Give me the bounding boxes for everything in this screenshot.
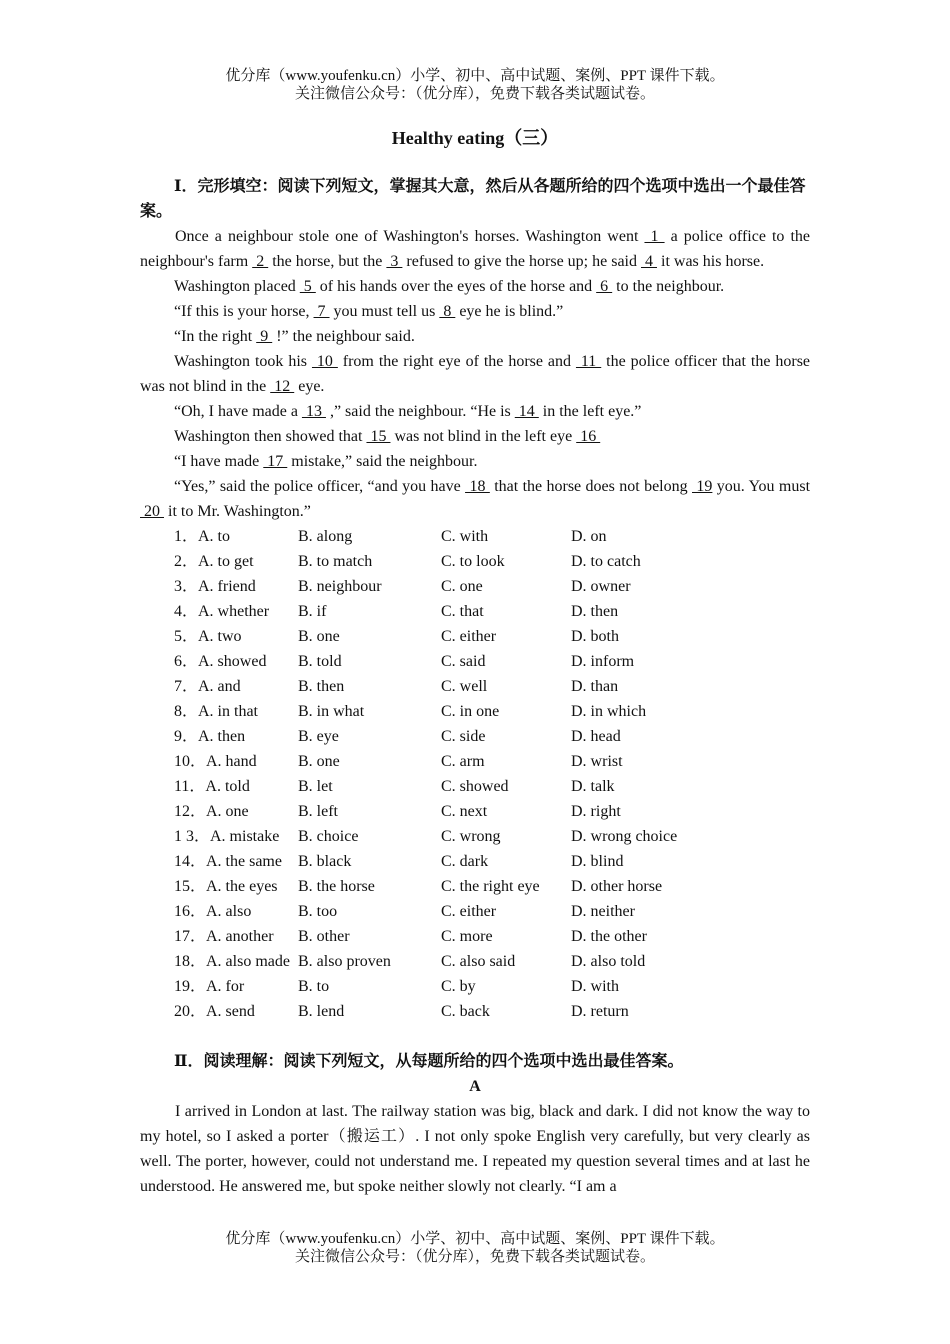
option-c: C. with	[441, 528, 489, 545]
cloze-paragraph-7: Washington then showed that 15 was not blind in the left eye 16	[174, 428, 601, 445]
option-b: B. to match	[298, 553, 373, 570]
cloze-paragraph-2: Washington placed 5 of his hands over the eyes of the horse and 6 to the neighbour.	[174, 278, 725, 295]
blank-9: 9	[256, 328, 273, 345]
option-row	[174, 574, 721, 599]
option-row	[174, 774, 721, 799]
option-c: C. either	[441, 628, 497, 645]
option-a: 6．A. showed	[174, 653, 267, 670]
option-c: C. to look	[441, 553, 505, 570]
option-row	[174, 999, 721, 1024]
option-b: B. too	[298, 903, 338, 920]
option-a: 20．A. send	[174, 1003, 255, 1020]
option-d: D. both	[571, 628, 619, 645]
option-b: B. the horse	[298, 878, 375, 895]
reading-paragraph-1: I arrived in London at last. The railway station was big, black and dark. I did not know the way to my hotel, so I asked a porter（搬运工）. I not only spoke English very carefully, but very clearly as well. The porter, however, could not understand me. I repeated my question several times and at last he understood. He answered me, but spoke neither slowly not clearly. “I am a	[140, 1103, 810, 1195]
option-d: D. then	[571, 603, 619, 620]
blank-8: 8	[439, 303, 456, 320]
option-a: 4．A. whether	[174, 603, 270, 620]
option-row	[174, 724, 721, 749]
section-2-heading: Ⅱ．阅读理解：阅读下列短文，从每题所给的四个选项中选出最佳答案。	[174, 1053, 684, 1070]
cloze-paragraph-8: “I have made 17 mistake,” said the neighbour.	[174, 453, 478, 470]
page-header	[0, 67, 950, 103]
option-c: C. showed	[441, 778, 509, 795]
option-a: 2．A. to get	[174, 553, 254, 570]
option-c: C. wrong	[441, 828, 501, 845]
option-a: 15．A. the eyes	[174, 878, 278, 895]
option-b: B. one	[298, 628, 340, 645]
blank-10: 10	[311, 353, 338, 370]
option-c: C. dark	[441, 853, 489, 870]
option-c: C. well	[441, 678, 488, 695]
option-row	[174, 624, 721, 649]
option-row	[174, 849, 721, 874]
option-a: 3．A. friend	[174, 578, 256, 595]
option-d: D. in which	[571, 703, 647, 720]
option-a: 7．A. and	[174, 678, 241, 695]
option-row	[174, 899, 721, 924]
option-a: 1 3．A. mistake	[174, 828, 280, 845]
cloze-paragraph-9: “Yes,” said the police officer, “and you have 18 that the horse does not belong 19 you. You must 20 it to Mr. Washington.”	[140, 478, 811, 520]
blank-13: 13	[301, 403, 326, 420]
option-c: C. also said	[441, 953, 516, 970]
blank-16: 16	[576, 428, 601, 445]
option-b: B. told	[298, 653, 342, 670]
option-d: D. neither	[571, 903, 635, 920]
option-d: D. head	[571, 728, 621, 745]
option-d: D. the other	[571, 928, 647, 945]
option-a: 19．A. for	[174, 978, 245, 995]
option-row	[174, 824, 721, 849]
option-c: C. either	[441, 903, 497, 920]
footer-line-2: 关注微信公众号：（优分库），免费下载各类试题试卷。	[294, 1249, 655, 1265]
cloze-paragraph-6: “Oh, I have made a 13 ,” said the neighbour. “He is 14 in the left eye.”	[174, 403, 642, 420]
header-line-2: 关注微信公众号：（优分库），免费下载各类试题试卷。	[294, 86, 655, 102]
option-d: D. other horse	[571, 878, 663, 895]
blank-18: 18	[465, 478, 490, 495]
option-row	[174, 699, 721, 724]
option-d: D. on	[571, 528, 607, 545]
option-d: D. to catch	[571, 553, 641, 570]
document-body	[140, 174, 810, 1199]
option-a: 16．A. also	[174, 903, 252, 920]
option-b: B. if	[298, 603, 327, 620]
option-a: 8．A. in that	[174, 703, 258, 720]
blank-2: 2	[252, 253, 269, 270]
option-d: D. wrist	[571, 753, 623, 770]
option-d: D. blind	[571, 853, 624, 870]
option-c: C. next	[441, 803, 488, 820]
header-line-1: 优分库（www.youfenku.cn）小学、初中、高中试题、案例、PPT 课件下载。	[225, 68, 725, 84]
option-c: C. that	[441, 603, 484, 620]
option-b: B. black	[298, 853, 352, 870]
blank-7: 7	[313, 303, 330, 320]
option-d: D. talk	[571, 778, 615, 795]
option-row	[174, 799, 721, 824]
option-b: B. lend	[298, 1003, 345, 1020]
option-b: B. choice	[298, 828, 359, 845]
option-d: D. return	[571, 1003, 629, 1020]
blank-4: 4	[641, 253, 657, 270]
section-1-heading: Ⅰ．完形填空：阅读下列短文，掌握其大意，然后从各题所给的四个选项中选出一个最佳答案。	[140, 178, 806, 220]
option-b: B. left	[298, 803, 338, 820]
option-d: D. right	[571, 803, 621, 820]
option-c: C. arm	[441, 753, 485, 770]
option-b: B. to	[298, 978, 330, 995]
blank-15: 15	[366, 428, 391, 445]
blank-12: 12	[270, 378, 295, 395]
blank-6: 6	[596, 278, 613, 295]
option-d: D. than	[571, 678, 619, 695]
option-b: B. in what	[298, 703, 365, 720]
option-row	[174, 524, 721, 549]
cloze-paragraph-1: Once a neighbour stole one of Washington's horses. Washington went 1 a police office to the neighbour's farm 2 the horse, but the 3 refused to give the horse up; he said 4 it was his horse.	[140, 228, 811, 270]
footer-line-1: 优分库（www.youfenku.cn）小学、初中、高中试题、案例、PPT 课件下载。	[225, 1231, 725, 1247]
option-a: 1．A. to	[174, 528, 231, 545]
blank-14: 14	[514, 403, 539, 420]
blank-3: 3	[386, 253, 403, 270]
option-a: 9．A. then	[174, 728, 246, 745]
option-a: 11．A. told	[174, 778, 250, 795]
cloze-paragraph-3: “If this is your horse, 7 you must tell us 8 eye he is blind.”	[174, 303, 564, 320]
option-b: B. along	[298, 528, 353, 545]
option-row	[174, 674, 721, 699]
option-d: D. owner	[571, 578, 631, 595]
option-b: B. eye	[298, 728, 339, 745]
option-row	[174, 549, 721, 574]
page-footer	[0, 1230, 950, 1266]
option-b: B. one	[298, 753, 340, 770]
blank-5: 5	[299, 278, 316, 295]
option-row	[174, 974, 721, 999]
cloze-paragraph-4: “In the right 9 !” the neighbour said.	[174, 328, 415, 345]
blank-17: 17	[263, 453, 288, 470]
option-a: 12．A. one	[174, 803, 249, 820]
option-d: D. with	[571, 978, 619, 995]
page-title: Healthy eating（三）	[391, 128, 559, 148]
option-b: B. also proven	[298, 953, 391, 970]
blank-11: 11	[575, 353, 602, 370]
blank-1: 1	[644, 228, 665, 245]
option-d: D. wrong choice	[571, 828, 678, 845]
option-row	[174, 924, 721, 949]
option-b: B. neighbour	[298, 578, 382, 595]
option-row	[174, 599, 721, 624]
option-c: C. one	[441, 578, 483, 595]
blank-20: 20	[140, 503, 164, 520]
option-a: 5．A. two	[174, 628, 242, 645]
cloze-paragraph-5: Washington took his 10 from the right eye of the horse and 11 the police officer that the horse was not blind in the 12 eye.	[140, 353, 811, 395]
option-c: C. in one	[441, 703, 500, 720]
option-a: 18．A. also made	[174, 953, 290, 970]
option-a: 17．A. another	[174, 928, 274, 945]
option-a: 10．A. hand	[174, 753, 257, 770]
option-b: B. let	[298, 778, 333, 795]
option-row	[174, 874, 721, 899]
option-c: C. back	[441, 1003, 490, 1020]
option-b: B. then	[298, 678, 345, 695]
option-d: D. inform	[571, 653, 635, 670]
option-c: C. by	[441, 978, 476, 995]
option-c: C. the right eye	[441, 878, 540, 895]
option-row	[174, 649, 721, 674]
option-c: C. side	[441, 728, 486, 745]
option-c: C. more	[441, 928, 493, 945]
option-row	[174, 749, 721, 774]
passage-label: A	[469, 1078, 481, 1095]
options-table	[174, 524, 721, 1024]
option-b: B. other	[298, 928, 350, 945]
option-a: 14．A. the same	[174, 853, 282, 870]
option-d: D. also told	[571, 953, 646, 970]
option-row	[174, 949, 721, 974]
blank-19: 19	[692, 478, 713, 495]
option-c: C. said	[441, 653, 486, 670]
